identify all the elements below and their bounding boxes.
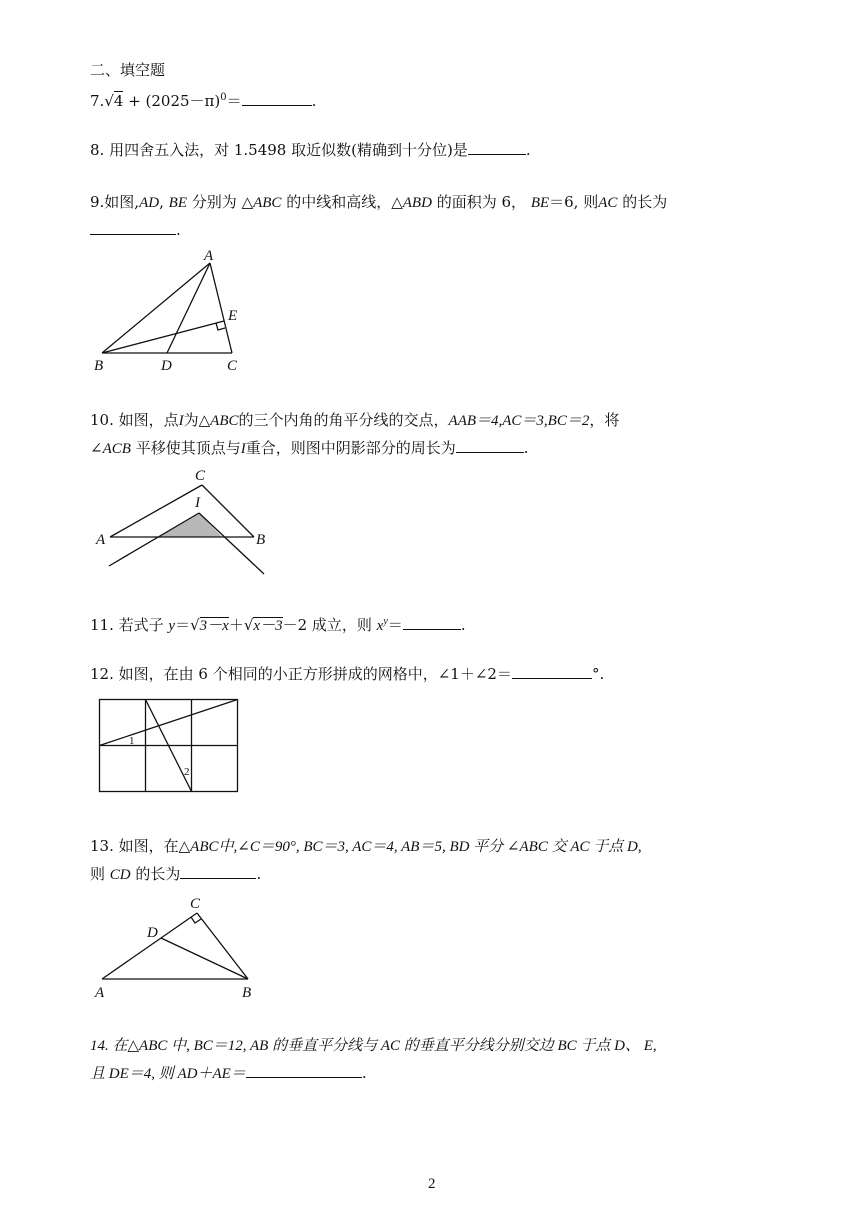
q14-text-2: 且 DE＝4, 则 AD＋AE＝ xyxy=(90,1066,246,1082)
label-a: A xyxy=(204,248,214,264)
q9-text-2: 的中线和高线， xyxy=(286,193,392,211)
translated-line-1 xyxy=(109,513,199,566)
q14-end: . xyxy=(361,1064,367,1082)
section-title-text: 二、填空题 xyxy=(90,61,166,79)
q11-equals: ＝ xyxy=(175,616,191,634)
label-i: I xyxy=(195,495,200,511)
label-e: E xyxy=(228,308,238,324)
q13-given: 中,∠C＝90°, BC＝3, AC＝4, AB＝5, BD 平分 ∠ABC 交 AC 于点 D, xyxy=(218,839,642,855)
bisector-bd xyxy=(161,938,248,979)
label-c: C xyxy=(195,468,206,484)
sqrt-symbol: √ xyxy=(243,616,254,634)
q11-sqrt-2: x－3 xyxy=(253,618,283,634)
q9-figure xyxy=(88,245,258,380)
angle-label-1: 1 xyxy=(129,735,135,747)
right-angle-mark xyxy=(191,917,201,923)
label-a: A xyxy=(96,532,106,548)
question-13 xyxy=(90,836,642,857)
q8-text: 8. 用四舍五入法，对 1.5498 取近似数(精确到十分位)是 xyxy=(90,141,468,159)
section-title xyxy=(90,60,165,80)
q9-triangle-abd: △ABD xyxy=(391,195,432,211)
q10-i-2: I xyxy=(240,441,246,457)
q13-cd: CD xyxy=(109,867,131,883)
q7-number: 7. xyxy=(90,92,105,110)
label-c: C xyxy=(190,896,201,912)
question-8 xyxy=(90,140,531,160)
question-11 xyxy=(90,612,466,636)
q14-text-1: 14. 在△ABC 中, BC＝12, AB 的垂直平分线与 AC 的垂直平分线分别交边 BC 于点 D、 E, xyxy=(90,1038,657,1054)
q13-triangle: △ABC xyxy=(178,839,219,855)
q9-number: 9.如图, xyxy=(90,193,140,211)
q11-plus: ＋ xyxy=(228,616,244,634)
q9-comma: , xyxy=(159,193,164,211)
question-13-line2 xyxy=(90,864,261,885)
q10-answer-blank[interactable] xyxy=(456,438,524,453)
question-9 xyxy=(90,192,667,213)
q12-figure xyxy=(98,698,240,795)
question-12 xyxy=(90,664,604,684)
q13-text-3: 的长为 xyxy=(135,865,181,883)
q10-number: 10. 如图，点 xyxy=(90,411,179,429)
q11-number: 11. 若式子 xyxy=(90,616,164,634)
question-10 xyxy=(90,410,619,431)
q13-end: . xyxy=(256,865,262,883)
q7-end: . xyxy=(311,92,317,110)
q11-equals-2: ＝ xyxy=(387,616,403,634)
sqrt-symbol: √ xyxy=(104,92,114,110)
q13-text-1: 13. 如图，在 xyxy=(90,837,179,855)
median-ad xyxy=(167,263,210,353)
q13-answer-blank[interactable] xyxy=(180,864,256,879)
question-14 xyxy=(90,1035,657,1056)
angle-label-2: 2 xyxy=(184,766,190,778)
q13-figure xyxy=(90,890,265,1005)
q12-answer-blank[interactable] xyxy=(512,664,592,679)
q9-text-4: ＝6, 则 xyxy=(549,193,599,211)
q8-end: . xyxy=(525,141,531,159)
q7-plus: + xyxy=(123,92,146,110)
question-14-line2 xyxy=(90,1063,367,1084)
label-d: D xyxy=(147,925,158,941)
q10-text-4: ，将 xyxy=(589,411,620,429)
q9-ac: AC xyxy=(598,195,618,211)
q11-superscript: y xyxy=(383,616,388,627)
segment-ac xyxy=(102,913,197,979)
q10-i: I xyxy=(178,413,184,429)
q7-exponent: 0 xyxy=(220,92,227,103)
segment-bc xyxy=(197,913,248,979)
q10-text-6: 重合，则图中阴影部分的周长为 xyxy=(245,439,456,457)
q10-text-5: 平移使其顶点与 xyxy=(135,439,241,457)
q9-ad: AD xyxy=(139,195,160,211)
label-d: D xyxy=(161,358,172,374)
label-b: B xyxy=(242,985,252,1001)
q9-end: . xyxy=(176,221,181,239)
q10-angle: ∠ACB xyxy=(90,441,131,457)
diagonal-1 xyxy=(100,700,238,746)
q10-given: AAB＝4,AC＝3,BC＝2 xyxy=(448,413,590,429)
q13-text-2: 则 xyxy=(90,865,106,883)
q9-triangle-abc: △ABC xyxy=(241,195,282,211)
q10-text-2: 的三个内角的角平分线的交点， xyxy=(238,411,449,429)
label-c: C xyxy=(227,358,238,374)
q10-end: . xyxy=(523,439,529,457)
q11-y: y xyxy=(168,618,176,634)
q12-text: 12. 如图，在由 6 个相同的小正方形拼成的网格中，∠1＋∠2＝ xyxy=(90,665,512,683)
q10-text-1: 为 xyxy=(183,411,199,429)
question-9-answer-line xyxy=(90,220,181,240)
translated-line-2 xyxy=(199,513,264,574)
q10-triangle: △ABC xyxy=(198,413,239,429)
q7-sqrt-arg: 4 xyxy=(113,92,124,110)
label-b: B xyxy=(256,532,266,548)
q7-equals: ＝ xyxy=(226,92,242,110)
q9-text-1: 分别为 xyxy=(191,193,237,211)
q11-text-2: －2 成立，则 xyxy=(282,616,372,634)
page-number: 2 xyxy=(428,1176,436,1192)
question-7 xyxy=(90,88,316,111)
question-10-line2 xyxy=(90,438,529,459)
q9-text-3: 的面积为 6， xyxy=(436,193,527,211)
q11-x: x xyxy=(376,618,384,634)
q14-answer-blank[interactable] xyxy=(246,1063,362,1078)
q9-be-2: BE xyxy=(530,195,550,211)
q11-answer-blank[interactable] xyxy=(403,615,461,630)
q7-answer-blank[interactable] xyxy=(242,91,312,106)
q7-paren: (2025－π) xyxy=(145,92,221,110)
q11-sqrt-1: 3－x xyxy=(199,618,229,634)
q9-answer-blank[interactable] xyxy=(90,220,176,235)
q8-answer-blank[interactable] xyxy=(468,140,526,155)
q9-text-5: 的长为 xyxy=(622,193,668,211)
label-b: B xyxy=(94,358,104,374)
right-angle-mark xyxy=(216,323,225,330)
q11-end: . xyxy=(460,616,466,634)
q12-end: °. xyxy=(591,665,605,683)
sqrt-symbol: √ xyxy=(190,616,200,634)
label-a: A xyxy=(95,985,105,1001)
q9-be: BE xyxy=(168,195,187,211)
q10-figure xyxy=(92,464,282,579)
